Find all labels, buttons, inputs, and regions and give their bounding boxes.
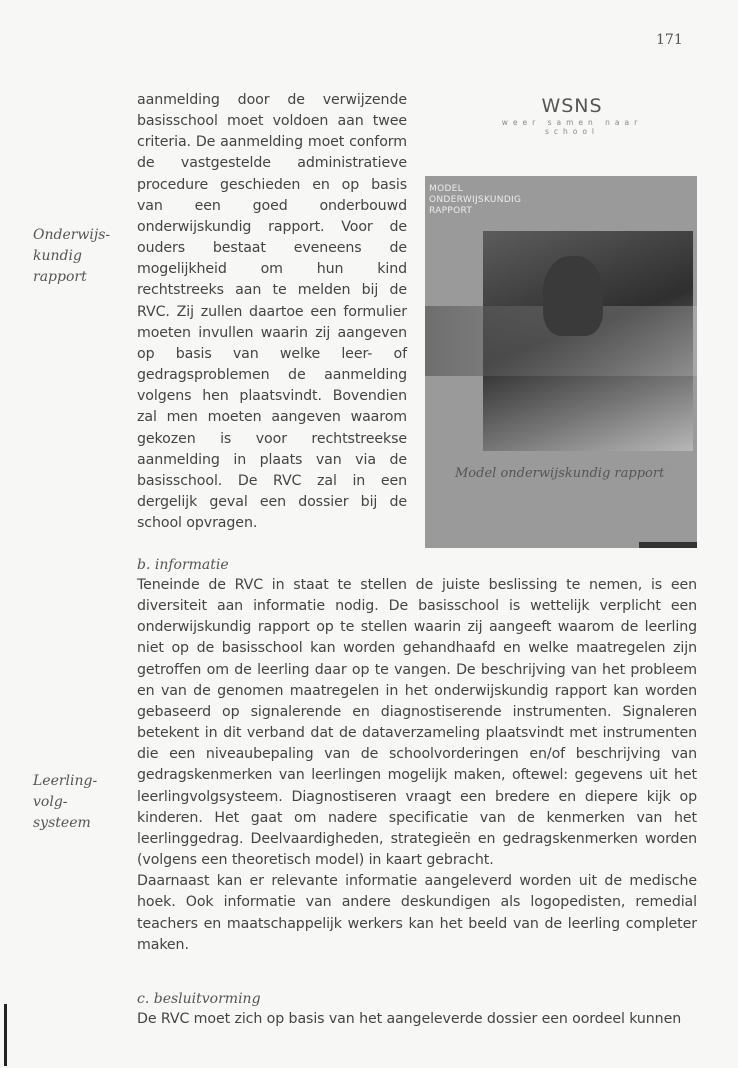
margin-note-line: systeem (33, 815, 91, 831)
paragraph: De RVC moet zich op basis van het aangeleverde dossier een oordeel kunnen (137, 1011, 682, 1027)
figure-caption: Model onderwijskundig rapport (455, 466, 665, 481)
logo-tagline: weer samen naar school (501, 118, 643, 136)
section-heading: b. informatie (137, 557, 229, 573)
logo-mark: WSNS (541, 95, 603, 117)
report-cover-image (425, 176, 697, 548)
cover-title-line: RAPPORT (429, 206, 473, 216)
section-informatie (137, 555, 697, 956)
cover-title-line: MODEL (429, 184, 463, 194)
margin-note-line: kundig (33, 248, 82, 264)
margin-note-line: rapport (33, 269, 87, 285)
intro-column-text: aanmelding door de verwijzende basisschool moet voldoen aan twee criteria. De aanmelding moet conform de vastgestelde administratieve procedure geschieden en op basis van een goed onderbouwd onderwijskundig rapport. Voor de ouders bestaat eveneens de mogelijkheid om hun kind rechtstreeks aan te melden bij de RVC. Zij zullen daartoe een formulier moeten invullen waarin zij aangeven op basis van welke leer- of gedragsproblemen de aanmelding volgens hen plaatsvindt. Bovendien zal men moeten aangeven waarom gekozen is voor rechtstreekse aanmelding in plaats van via de basisschool. De RVC zal in een dergelijk geval een dossier bij de school opvragen. (137, 92, 407, 532)
margin-note-onderwijskundig-rapport (33, 225, 123, 288)
margin-note-line: Leerling- (33, 773, 98, 789)
section-besluitvorming (137, 989, 697, 1030)
wsns-logo (477, 96, 667, 136)
cover-title-line: ONDERWIJSKUNDIG (429, 195, 522, 205)
margin-note-line: volg- (33, 794, 68, 810)
person-silhouette (543, 256, 603, 336)
paragraph: Daarnaast kan er relevante informatie aangeleverd worden uit de medische hoek. Ook informatie van andere deskundigen als logopedisten, remedial teachers en maatschappelijk werkers kan het beeld van de leerling completer maken. (137, 873, 697, 953)
paragraph: Teneinde de RVC in staat te stellen de juiste beslissing te nemen, is een diversiteit aan informatie nodig. De basisschool is wettelijk verplicht een onderwijskundig rapport op te stellen waarin zij aangeeft waarom de leerling niet op de basisschool kan worden gehandhaafd en welke maatregelen zijn getroffen om de leerling daar op te vangen. De beschrijving van het probleem en van de genomen maatregelen in het onderwijskundig rapport kan worden gebaseerd op signalerende en diagnostiserende instrumenten. Signaleren betekent in dit verband dat de dataverzameling plaatsvindt met instrumenten die een niveaubepaling van de schoolvorderingen en/of beschrijving van gedragskenmerken van leerlingen mogelijk maken, oftewel: gegevens uit het leerlingvolgsysteem. Diagnostiseren vraagt een bredere en diepere kijk op kinderen. Het gaat om nadere specificatie van de kenmerken van het leerlinggedrag. Deelvaardigheden, strategieën en gedragskenmerken worden (volgens een theoretisch model) in kaart gebracht. (137, 577, 697, 869)
page-number: 171 (656, 32, 683, 48)
cover-title (429, 184, 579, 217)
margin-note-line: Onderwijs- (33, 227, 111, 243)
section-heading: c. besluitvorming (137, 991, 261, 1007)
cover-strip (639, 542, 697, 548)
margin-note-leerlingvolgsysteem (33, 771, 123, 834)
scan-margin-bar (4, 1004, 7, 1066)
